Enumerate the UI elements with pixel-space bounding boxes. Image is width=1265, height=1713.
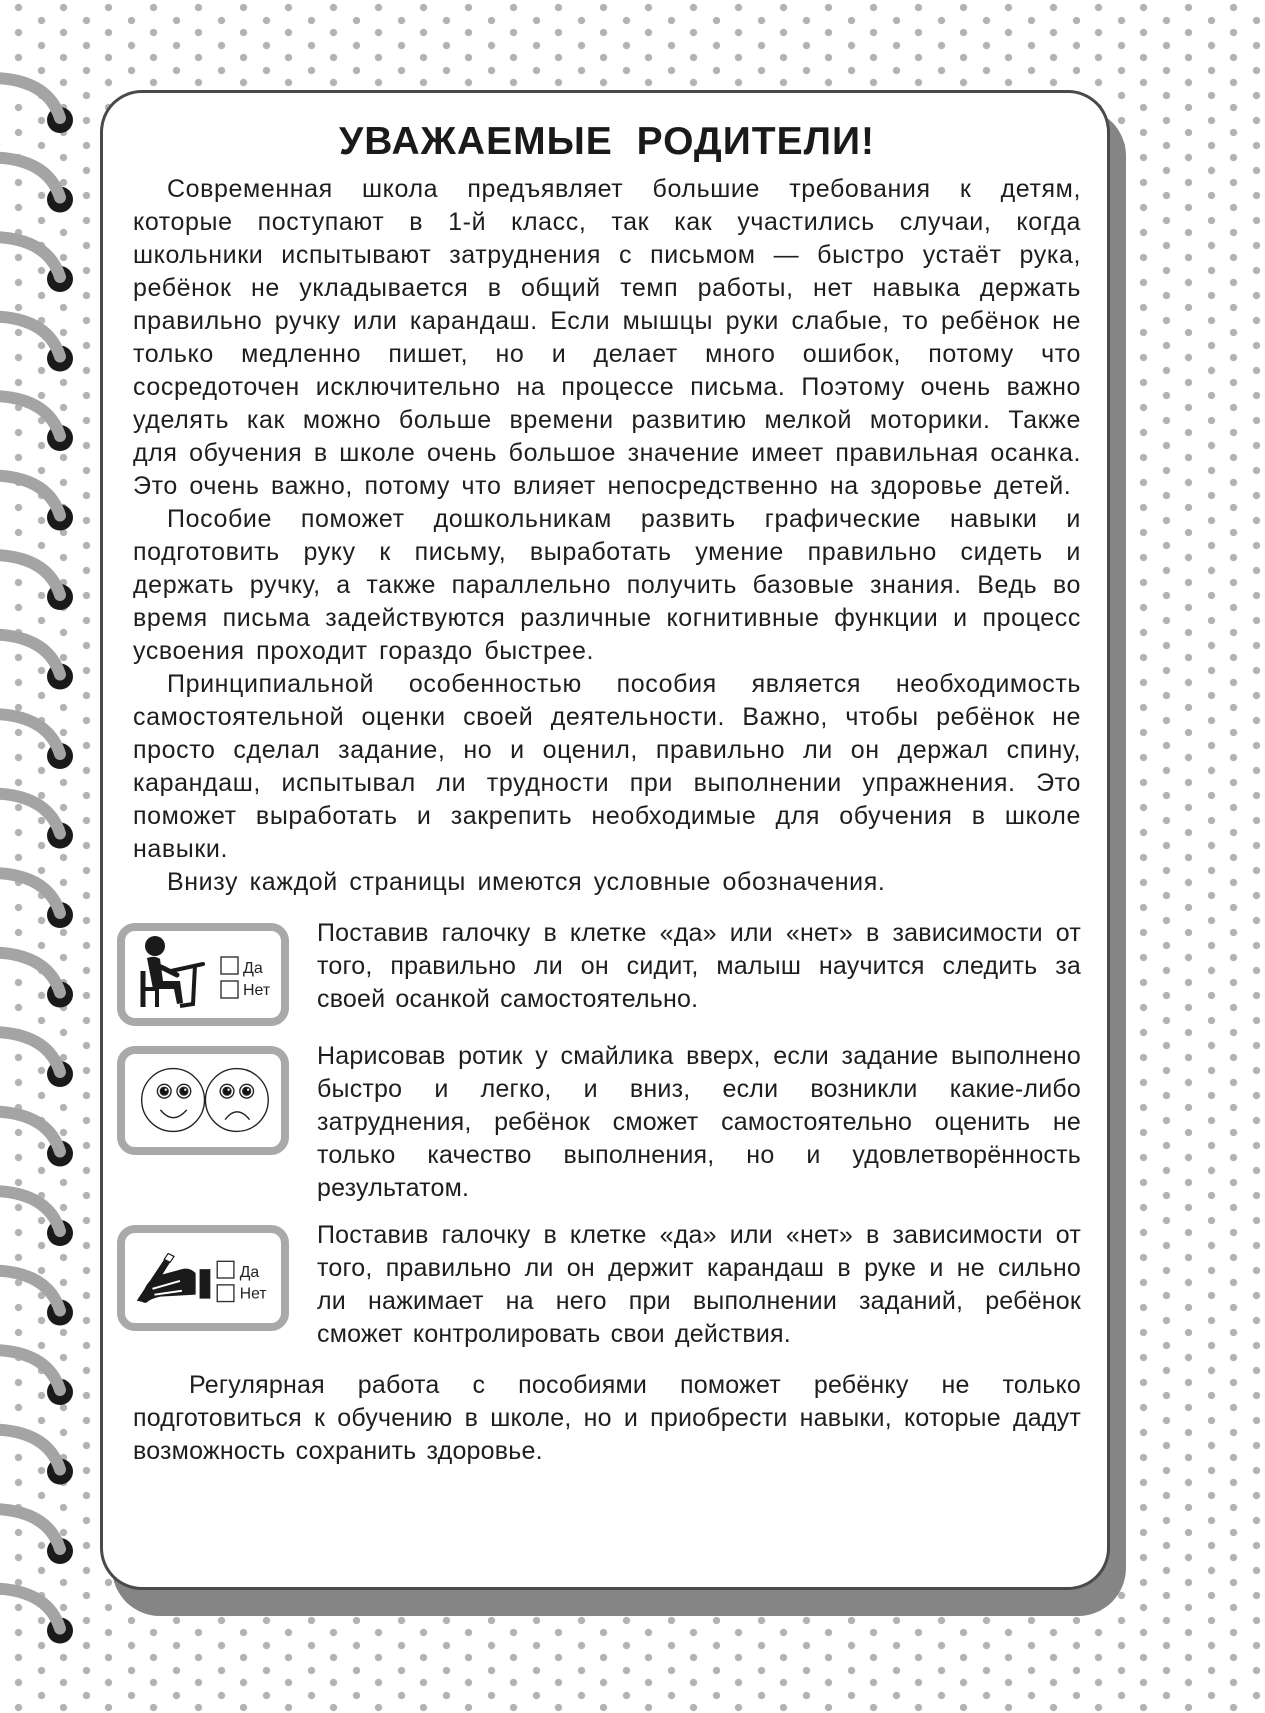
- spiral-ring: [0, 1509, 73, 1564]
- spiral-ring: [0, 714, 73, 769]
- intro-paragraph-1: Современная школа предъявляет большие требования к детям, которые поступают в 1-й класс, так как участились случаи, когда школьники испытывают затруднения с письмом — быстро устаёт рука, ребёнок не укладывается в общий темп работы, нет навыка держать правильно ручку или карандаш. Если мышцы руки слабые, то ребёнок не только медленно пишет, но и делает много ошибок, потому что сосредоточен исключительно на процессе письма. Поэтому очень важно уделять как можно больше времени развитию мелкой моторики. Также для обучения в школе очень большое значение имеет правильная осанка. Это очень важно, потому что влияет непосредственно на здоровье детей.: [133, 175, 1081, 500]
- sad-face-icon: [205, 1069, 268, 1132]
- card-content: [133, 119, 1081, 1468]
- legend-text-smileys: [317, 1040, 1081, 1205]
- spiral-ring: [0, 1430, 73, 1485]
- intro-text: [133, 173, 1081, 899]
- closing-paragraph: Регулярная работа с пособиями поможет ребёнку не только подготовиться к обучению в школе, но и приобрести навыки, которые дадут возможность сохранить здоровье.: [133, 1371, 1081, 1465]
- spiral-ring: [0, 555, 73, 610]
- smiley-faces-icon: [117, 1046, 289, 1155]
- checkbox-yes-label: Да: [239, 1264, 260, 1282]
- spiral-ring: [0, 635, 73, 690]
- spiral-ring: [0, 1350, 73, 1405]
- checkbox-yes: [217, 1261, 234, 1278]
- legend-text-posture: [317, 917, 1081, 1016]
- checkbox-no-label: Нет: [243, 982, 271, 999]
- legend-item-smileys: [117, 1040, 1081, 1205]
- legend-item-pencil-grip: [117, 1219, 1081, 1351]
- parents-note-card: [100, 90, 1110, 1590]
- happy-face-icon: [142, 1069, 205, 1132]
- spiral-ring: [0, 1271, 73, 1326]
- spiral-ring: [0, 1112, 73, 1167]
- legend-description: Поставив галочку в клетке «да» или «нет» в зависимости от того, правильно ли он держит карандаш в руке и не сильно ли нажимает на него при выполнении заданий, ребёнок сможет контролировать свои действия.: [317, 1221, 1081, 1348]
- checkbox-yes-label: Да: [243, 960, 263, 977]
- spiral-ring: [0, 1191, 73, 1246]
- legend: [117, 917, 1081, 1351]
- legend-text-pencil-grip: [317, 1219, 1081, 1351]
- spiral-ring: [0, 158, 73, 213]
- checkbox-no-label: Нет: [239, 1285, 267, 1303]
- spiral-ring: [0, 476, 73, 531]
- checkbox-no: [221, 981, 238, 998]
- spiral-ring: [0, 794, 73, 849]
- intro-paragraph-2: Пособие поможет дошкольникам развить графические навыки и подготовить руку к письму, выработать умение правильно сидеть и держать ручку, а также параллельно получить базовые знания. Ведь во время письма задействуются различные когнитивные функции и процесс усвоения проходит гораздо быстрее.: [133, 505, 1081, 665]
- legend-description: Поставив галочку в клетке «да» или «нет» в зависимости от того, правильно ли он сидит, малыш научится следить за своей осанкой самостоятельно.: [317, 919, 1081, 1013]
- spiral-ring: [0, 237, 73, 292]
- spiral-ring: [0, 953, 73, 1008]
- closing-text: [133, 1369, 1081, 1468]
- spiral-ring: [0, 317, 73, 372]
- posture-checkbox-icon: [117, 923, 289, 1026]
- spiral-binding: [0, 0, 90, 1713]
- checkbox-yes: [221, 957, 238, 974]
- pencil-grip-checkbox-icon: [117, 1225, 289, 1331]
- checkbox-no: [217, 1285, 234, 1302]
- spiral-ring: [0, 396, 73, 451]
- intro-paragraph-4: Внизу каждой страницы имеются условные обозначения.: [167, 868, 886, 896]
- page-title: УВАЖАЕМЫЕ РОДИТЕЛИ!: [339, 120, 875, 163]
- spiral-ring: [0, 873, 73, 928]
- intro-paragraph-3: Принципиальной особенностью пособия является необходимость самостоятельной оценки своей деятельности. Важно, чтобы ребёнок не просто сделал задание, но и оценил, правильно ли он держал спину, карандаш, испытывал ли трудности при выполнении упражнения. Это поможет выработать и закрепить необходимые для обучения в школе навыки.: [133, 670, 1081, 863]
- hand-holding-pencil-icon: [137, 1253, 211, 1302]
- legend-item-posture: [117, 917, 1081, 1026]
- spiral-ring: [0, 78, 73, 133]
- spiral-ring: [0, 1589, 73, 1644]
- seated-child-icon: [143, 936, 203, 1007]
- spiral-ring: [0, 1032, 73, 1087]
- legend-description: Нарисовав ротик у смайлика вверх, если задание выполнено быстро и легко, и вниз, если возникли какие-либо затруднения, ребёнок сможет самостоятельно оценить не только качество выполнения, но и удовлетворённость результатом.: [317, 1042, 1081, 1202]
